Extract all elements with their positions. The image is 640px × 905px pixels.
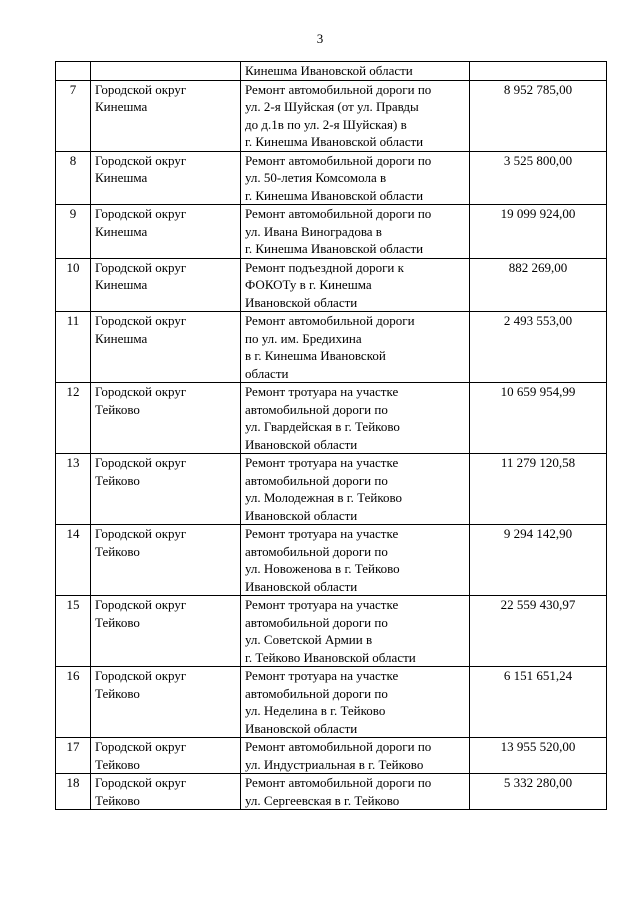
- municipality-line: Кинешма: [95, 277, 148, 292]
- row-number: 14: [56, 525, 91, 596]
- amount-cell: 10 659 954,99: [470, 383, 607, 454]
- work-description-line: до д.1в по ул. 2-я Шуйская) в: [245, 116, 407, 132]
- work-description-cell: [241, 151, 470, 205]
- work-description-line: автомобильной дороги по: [245, 614, 388, 630]
- work-description-line: ул. Ивана Виноградова в: [245, 223, 382, 239]
- municipality-cell: [91, 383, 241, 454]
- work-description-line: г. Кинешма Ивановской области: [245, 241, 424, 256]
- municipality-line: Кинешма: [95, 170, 148, 185]
- work-description-cell: [241, 774, 470, 810]
- municipality-line: Городской округ: [95, 81, 187, 97]
- work-description-line: г. Кинешма Ивановской области: [245, 187, 424, 203]
- table-row: [56, 525, 607, 596]
- municipality-line: Городской округ: [95, 739, 187, 754]
- work-description-line: Ивановской области: [245, 294, 358, 310]
- municipality-line: Тейково: [95, 685, 140, 701]
- work-description-cell: [241, 383, 470, 454]
- municipality-cell: [91, 205, 241, 259]
- amount-cell: 13 955 520,00: [470, 738, 607, 774]
- municipality-line: Кинешма: [95, 223, 148, 239]
- row-number: 15: [56, 596, 91, 667]
- work-description-line: ул. Индустриальная в г. Тейково: [245, 756, 424, 772]
- work-description-line: Ремонт автомобильной дороги: [245, 313, 415, 328]
- work-description-cell: [241, 205, 470, 259]
- work-description-cell: [241, 525, 470, 596]
- work-description-line: ул. Молодежная в г. Тейково: [245, 490, 403, 505]
- municipality-cell: [91, 738, 241, 774]
- work-description-line: Ремонт автомобильной дороги по: [245, 152, 432, 168]
- row-number: 10: [56, 258, 91, 312]
- municipality-line: Городской округ: [95, 526, 187, 541]
- row-number: 17: [56, 738, 91, 774]
- table-row: [56, 151, 607, 205]
- work-description-line: ул. Советской Армии в: [245, 632, 373, 647]
- table-row: [56, 383, 607, 454]
- work-description-line: автомобильной дороги по: [245, 685, 388, 701]
- work-description-line: Ремонт автомобильной дороги по: [245, 206, 432, 221]
- work-description-line: Ивановской области: [245, 436, 358, 452]
- works-table-body: [56, 62, 607, 810]
- municipality-line: Городской округ: [95, 206, 187, 221]
- work-description-cell: [241, 738, 470, 774]
- amount-cell: 22 559 430,97: [470, 596, 607, 667]
- municipality-line: Тейково: [95, 401, 140, 417]
- work-description-line: по ул. им. Бредихина: [245, 330, 362, 346]
- work-description-line: ул. Сергеевская в г. Тейково: [245, 792, 400, 808]
- work-description-cell: [241, 596, 470, 667]
- amount-cell: 8 952 785,00: [470, 80, 607, 151]
- row-number: 12: [56, 383, 91, 454]
- municipality-line: Городской округ: [95, 152, 187, 168]
- municipality-line: Городской округ: [95, 668, 187, 683]
- work-description-line: автомобильной дороги по: [245, 472, 388, 488]
- municipality-cell: [91, 774, 241, 810]
- work-description-line: Ивановской области: [245, 720, 358, 736]
- work-description-line: Кинешма Ивановской области: [245, 63, 413, 78]
- work-description-line: г. Тейково Ивановской области: [245, 649, 416, 665]
- work-description-cell: [241, 454, 470, 525]
- work-description-line: в г. Кинешма Ивановской: [245, 348, 386, 363]
- table-row: [56, 80, 607, 151]
- municipality-cell: [91, 312, 241, 383]
- amount-cell: 6 151 651,24: [470, 667, 607, 738]
- work-description-line: Ремонт автомобильной дороги по: [245, 739, 432, 754]
- row-number: 13: [56, 454, 91, 525]
- table-row: [56, 738, 607, 774]
- amount-cell: 11 279 120,58: [470, 454, 607, 525]
- municipality-cell: [91, 454, 241, 525]
- municipality-cell: [91, 151, 241, 205]
- municipality-line: Тейково: [95, 756, 140, 772]
- municipality-line: Тейково: [95, 543, 140, 559]
- work-description-line: области: [245, 365, 289, 381]
- table-row: [56, 312, 607, 383]
- row-number: 18: [56, 774, 91, 810]
- table-row: [56, 205, 607, 259]
- work-description-cell: [241, 62, 470, 81]
- amount-cell: 19 099 924,00: [470, 205, 607, 259]
- row-number: 11: [56, 312, 91, 383]
- municipality-cell: [91, 525, 241, 596]
- work-description-line: Ремонт тротуара на участке: [245, 668, 399, 683]
- municipality-line: Городской округ: [95, 597, 187, 612]
- municipality-line: Кинешма: [95, 99, 148, 114]
- work-description-line: ФОКОТу в г. Кинешма: [245, 277, 372, 292]
- work-description-cell: [241, 80, 470, 151]
- work-description-line: Ремонт автомобильной дороги по: [245, 81, 432, 97]
- work-description-line: Ремонт подъездной дороги к: [245, 259, 404, 275]
- amount-cell: 2 493 553,00: [470, 312, 607, 383]
- table-row: [56, 62, 607, 81]
- municipality-cell: [91, 596, 241, 667]
- row-number: [56, 62, 91, 81]
- amount-cell: 5 332 280,00: [470, 774, 607, 810]
- row-number: 7: [56, 80, 91, 151]
- table-row: [56, 667, 607, 738]
- row-number: 16: [56, 667, 91, 738]
- municipality-cell: [91, 62, 241, 81]
- table-row: [56, 454, 607, 525]
- work-description-line: Ивановской области: [245, 578, 358, 594]
- municipality-cell: [91, 258, 241, 312]
- table-row: [56, 596, 607, 667]
- table-row: [56, 774, 607, 810]
- municipality-cell: [91, 667, 241, 738]
- municipality-line: Тейково: [95, 472, 140, 488]
- work-description-cell: [241, 258, 470, 312]
- page-number: 3: [316, 31, 324, 46]
- work-description-line: Ремонт тротуара на участке: [245, 526, 399, 541]
- row-number: 9: [56, 205, 91, 259]
- work-description-cell: [241, 312, 470, 383]
- amount-cell: 3 525 800,00: [470, 151, 607, 205]
- work-description-line: Ивановской области: [245, 507, 358, 523]
- works-table: [55, 61, 607, 810]
- work-description-line: ул. 2-я Шуйская (от ул. Правды: [245, 99, 419, 114]
- municipality-line: Городской округ: [95, 384, 187, 399]
- amount-cell: [470, 62, 607, 81]
- table-row: [56, 258, 607, 312]
- work-description-line: Ремонт тротуара на участке: [245, 455, 399, 470]
- municipality-line: Городской округ: [95, 775, 187, 790]
- work-description-line: ул. Гвардейская в г. Тейково: [245, 419, 400, 434]
- work-description-line: Ремонт тротуара на участке: [245, 384, 399, 399]
- municipality-line: Городской округ: [95, 455, 187, 470]
- amount-cell: 882 269,00: [470, 258, 607, 312]
- municipality-line: Тейково: [95, 792, 140, 808]
- work-description-cell: [241, 667, 470, 738]
- work-description-line: автомобильной дороги по: [245, 543, 388, 559]
- row-number: 8: [56, 151, 91, 205]
- work-description-line: ул. Неделина в г. Тейково: [245, 703, 386, 718]
- work-description-line: ул. 50-летия Комсомола в: [245, 170, 387, 185]
- work-description-line: Ремонт тротуара на участке: [245, 597, 399, 612]
- municipality-line: Городской округ: [95, 313, 187, 328]
- municipality-line: Тейково: [95, 614, 140, 630]
- work-description-line: ул. Новоженова в г. Тейково: [245, 561, 400, 576]
- municipality-cell: [91, 80, 241, 151]
- work-description-line: г. Кинешма Ивановской области: [245, 134, 424, 149]
- amount-cell: 9 294 142,90: [470, 525, 607, 596]
- municipality-line: Кинешма: [95, 330, 148, 346]
- work-description-line: Ремонт автомобильной дороги по: [245, 775, 432, 790]
- municipality-line: Городской округ: [95, 259, 187, 275]
- work-description-line: автомобильной дороги по: [245, 401, 388, 417]
